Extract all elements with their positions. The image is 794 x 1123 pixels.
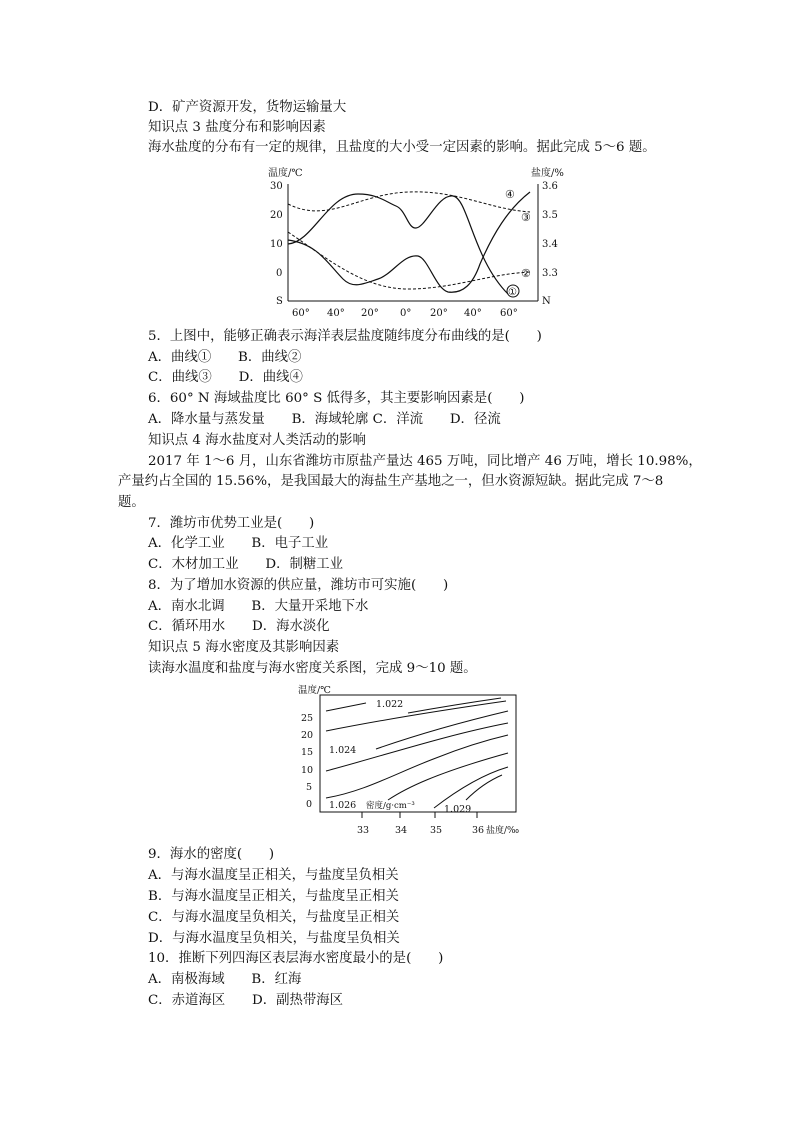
question-10-ab: A．南极海域 B．红海 bbox=[148, 972, 302, 987]
question-7-cd: C．木材加工业 D．制糖工业 bbox=[148, 557, 344, 572]
x-tick: 20° bbox=[361, 308, 379, 319]
question-9-d: D．与海水温度呈负相关，与盐度呈负相关 bbox=[148, 931, 400, 946]
isoline bbox=[376, 711, 508, 749]
question-9: 9．海水的密度( ) bbox=[148, 847, 275, 862]
left-tick: 30 bbox=[270, 181, 283, 192]
right-tick: 3.3 bbox=[542, 268, 558, 279]
isoline bbox=[388, 753, 508, 800]
curve-label-1: ① bbox=[508, 287, 517, 298]
intro-5-6: 海水盐度的分布有一定的规律，且盐度的大小受一定因素的影响。据此完成 5～6 题。 bbox=[148, 140, 656, 155]
question-7: 7．潍坊市优势工业是( ) bbox=[148, 516, 315, 531]
isoline-label: 1.029 bbox=[444, 804, 472, 815]
y-tick: 20 bbox=[301, 730, 314, 741]
left-axis-label: 温度/℃ bbox=[268, 168, 303, 179]
curve-2 bbox=[288, 232, 530, 289]
y-tick: 5 bbox=[306, 782, 313, 793]
section-heading-5: 知识点 5 海水密度及其影响因素 bbox=[148, 640, 340, 655]
passage-line-2: 产量约占全国的 15.56%，是我国最大的海盐生产基地之一，但水资源短缺。据此完成 7～8 bbox=[118, 474, 664, 489]
passage-line-1: 2017 年 1～6 月，山东省潍坊市原盐产量达 465 万吨，同比增产 46 万吨，增长 10.98%， bbox=[148, 454, 702, 469]
x-tick: 40° bbox=[327, 308, 345, 319]
x-tick: 60° bbox=[292, 308, 310, 319]
curve-solid-a bbox=[288, 194, 508, 294]
x-tick: 40° bbox=[464, 308, 482, 319]
south-label: S bbox=[276, 296, 283, 307]
question-9-b: B．与海水温度呈正相关，与盐度呈正相关 bbox=[148, 889, 399, 904]
curve-label-4: ④ bbox=[505, 188, 515, 201]
density-chart bbox=[296, 683, 536, 838]
x-axis-label: 盐度/‰ bbox=[486, 826, 520, 836]
north-label: N bbox=[542, 296, 551, 307]
y-tick: 15 bbox=[301, 747, 314, 758]
isoline bbox=[408, 698, 501, 713]
right-axis-label: 盐度/% bbox=[531, 168, 564, 179]
isoline-label: 1.024 bbox=[329, 745, 357, 756]
x-tick: 35 bbox=[430, 825, 443, 836]
d-option-line: D．矿产资源开发，货物运输量大 bbox=[148, 100, 347, 115]
curve-3 bbox=[288, 192, 530, 212]
left-tick: 0 bbox=[276, 268, 283, 279]
passage-line-3: 题。 bbox=[118, 495, 145, 510]
question-5-cd: C．曲线③ D．曲线④ bbox=[148, 370, 303, 385]
question-8-cd: C．循环用水 D．海水淡化 bbox=[148, 619, 330, 634]
isoline-label: 1.026 bbox=[329, 800, 357, 811]
question-9-c: C．与海水温度呈负相关，与盐度呈正相关 bbox=[148, 910, 400, 925]
question-6: 6．60° N 海域盐度比 60° S 低得多，其主要影响因素是( ) bbox=[148, 391, 525, 406]
question-8-ab: A．南水北调 B．大量开采地下水 bbox=[148, 599, 369, 614]
left-tick: 10 bbox=[270, 239, 283, 250]
question-9-a: A．与海水温度呈正相关，与盐度呈负相关 bbox=[148, 868, 399, 883]
x-tick: 20° bbox=[430, 308, 448, 319]
y-tick: 10 bbox=[301, 765, 314, 776]
right-tick: 3.6 bbox=[542, 181, 558, 192]
section-heading-4: 知识点 4 海水盐度对人类活动的影响 bbox=[148, 433, 366, 448]
curve-solid-b bbox=[288, 192, 530, 292]
x-tick: 36 bbox=[472, 825, 485, 836]
y-tick: 0 bbox=[306, 799, 313, 810]
section-heading-3: 知识点 3 盐度分布和影响因素 bbox=[148, 120, 326, 135]
question-10: 10．推断下列四海区表层海水密度最小的是( ) bbox=[148, 951, 444, 966]
right-tick: 3.4 bbox=[542, 239, 558, 250]
latitude-chart bbox=[268, 164, 568, 324]
x-tick: 34 bbox=[395, 825, 408, 836]
isoline-label: 1.022 bbox=[376, 699, 404, 710]
isoline bbox=[466, 775, 502, 800]
x-tick: 0° bbox=[400, 308, 412, 319]
y-axis-label: 温度/℃ bbox=[298, 685, 331, 696]
question-5: 5．上图中，能够正确表示海洋表层盐度随纬度分布曲线的是( ) bbox=[148, 329, 542, 344]
question-7-ab: A．化学工业 B．电子工业 bbox=[148, 536, 329, 551]
x-tick: 60° bbox=[500, 308, 518, 319]
isoline bbox=[326, 703, 366, 711]
right-tick: 3.5 bbox=[542, 210, 558, 221]
curve-label-2: ② bbox=[521, 267, 531, 280]
x-tick: 33 bbox=[357, 825, 370, 836]
density-unit-label: 密度/g·cm⁻³ bbox=[366, 801, 415, 811]
question-8: 8．为了增加水资源的供应量，潍坊市可实施( ) bbox=[148, 578, 449, 593]
curve-label-3: ③ bbox=[521, 211, 531, 224]
question-5-ab: A．曲线① B．曲线② bbox=[148, 350, 302, 365]
question-6-options: A．降水量与蒸发量 B．海域轮廓 C．洋流 D．径流 bbox=[148, 412, 501, 427]
question-10-cd: C．赤道海区 D．副热带海区 bbox=[148, 993, 344, 1008]
left-tick: 20 bbox=[270, 210, 283, 221]
intro-9-10: 读海水温度和盐度与海水密度关系图，完成 9～10 题。 bbox=[148, 661, 477, 676]
y-tick: 25 bbox=[301, 713, 314, 724]
